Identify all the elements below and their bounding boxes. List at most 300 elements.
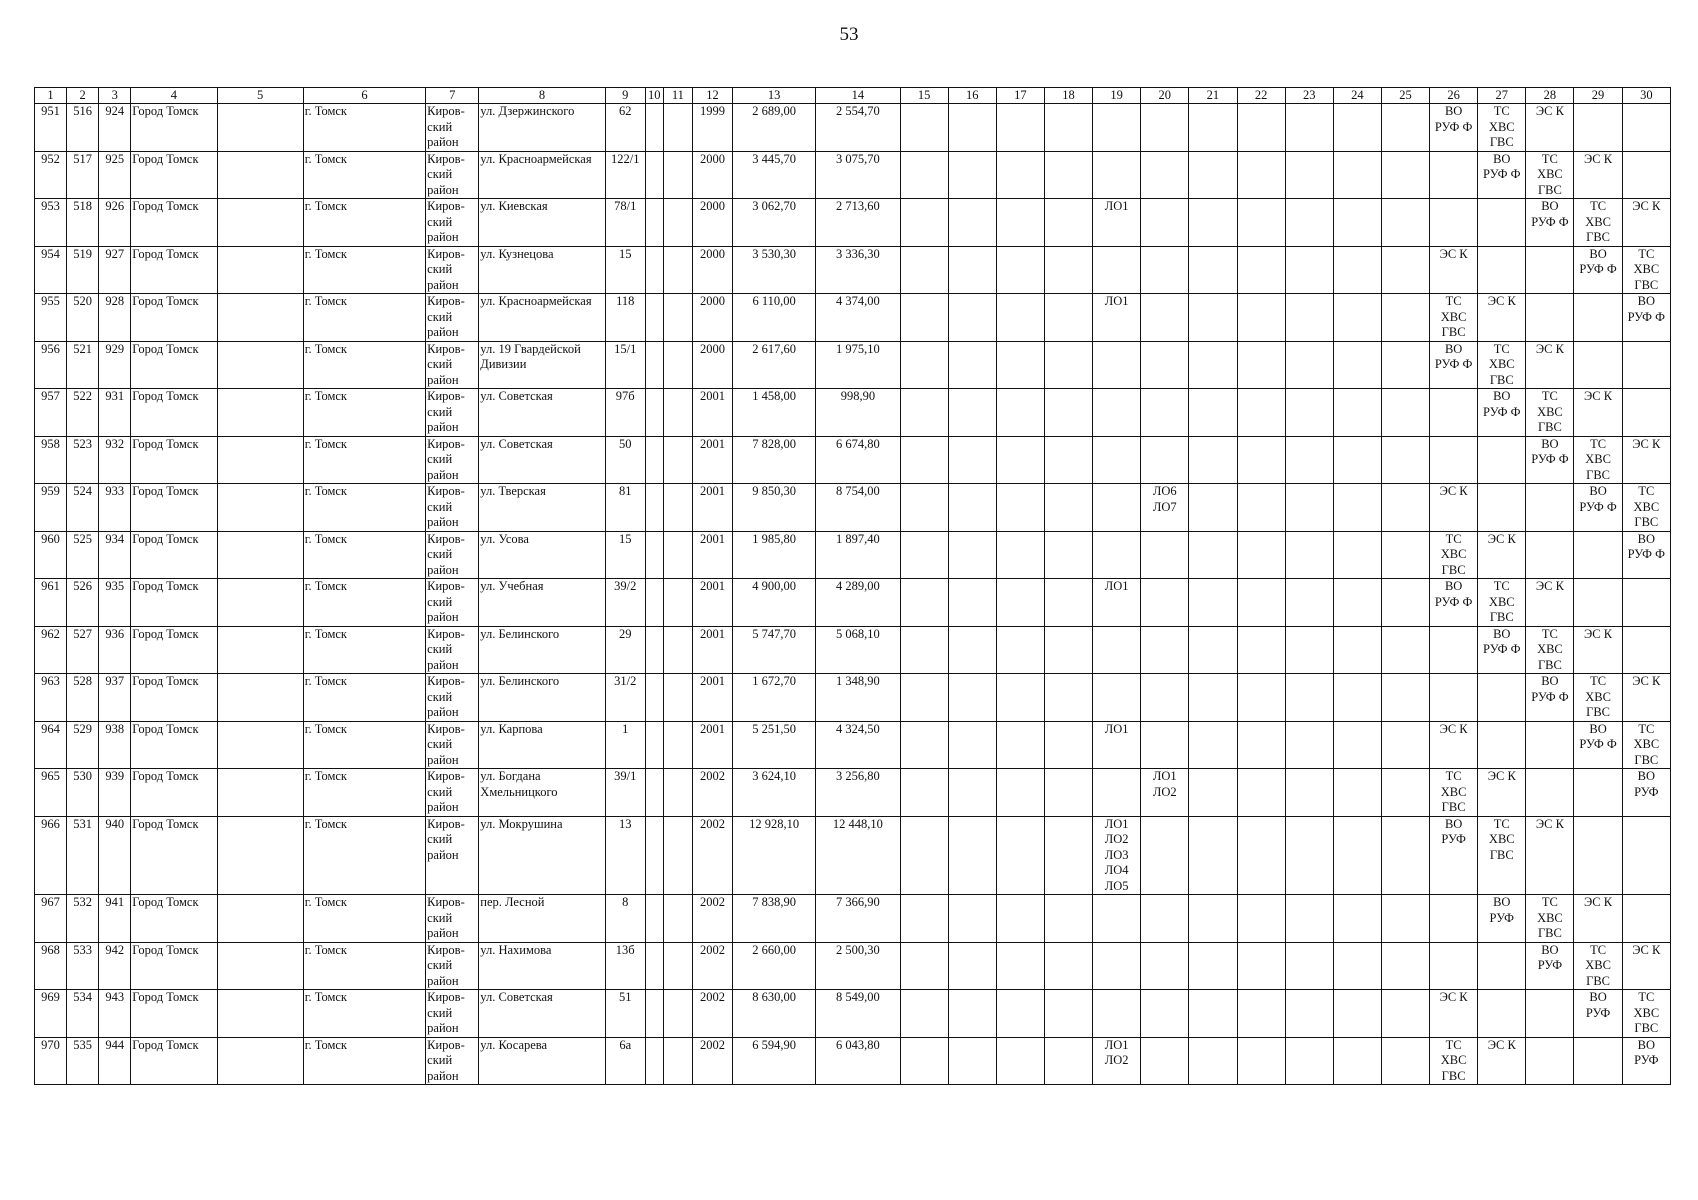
table-cell-col-22 [1237,104,1285,152]
cell-text: ЭС К [1535,104,1564,118]
cell-text: Киров- ский район [427,436,465,482]
table-cell-col-24 [1333,199,1381,247]
table-cell-col-17 [996,531,1044,579]
cell-text: ул. Карпова [480,721,543,736]
table-cell-col-16 [948,294,996,342]
cell-text: 932 [105,436,125,451]
cell-text: 118 [616,294,635,308]
cell-text: ТС ХВС ГВС [1488,579,1515,624]
table-cell-col-3 [99,104,131,152]
table-cell-col-14 [816,484,900,532]
table-cell-col-20 [1141,246,1189,294]
table-cell-col-15 [900,484,948,532]
table-cell-col-7 [426,484,479,532]
table-cell-col-7 [426,436,479,484]
column-header-26: 26 [1430,88,1478,104]
cell-text: ул. Дзержинского [480,104,575,118]
table-cell-col-26 [1430,484,1478,532]
table-cell-col-28 [1526,531,1574,579]
cell-text: 7 838,90 [752,895,797,909]
table-cell-col-4 [131,436,217,484]
cell-text: 1 672,70 [752,674,797,688]
table-cell-col-6 [303,674,425,722]
table-cell-col-30 [1622,389,1670,437]
cell-text: 2 554,70 [836,104,880,118]
table-cell-col-7 [426,721,479,769]
table-cell-col-7 [426,674,479,722]
table-cell-col-11 [663,341,692,389]
table-cell-col-25 [1381,942,1429,990]
column-header-5: 5 [217,88,303,104]
table-cell-col-24 [1333,294,1381,342]
table-cell-col-15 [900,579,948,627]
table-cell-col-11 [663,1037,692,1085]
table-cell-col-20 [1141,769,1189,817]
table-cell-col-2 [67,389,99,437]
table-cell-col-13 [733,895,816,943]
table-cell-col-11 [663,389,692,437]
cell-text: ТС ХВС ГВС [1633,484,1660,529]
table-cell-col-7 [426,990,479,1038]
table-cell-col-15 [900,104,948,152]
cell-text: ТС ХВС ГВС [1537,626,1563,672]
table-cell-col-4 [131,484,217,532]
table-cell-col-26 [1430,341,1478,389]
table-cell-col-27 [1478,816,1526,895]
table-cell-col-20 [1141,990,1189,1038]
table-cell-col-11 [663,626,692,674]
table-cell-col-17 [996,579,1044,627]
column-header-2: 2 [67,88,99,104]
table-cell-col-22 [1237,769,1285,817]
cell-text: ТС ХВС ГВС [1488,104,1515,149]
table-cell-col-1 [35,816,67,895]
table-cell-col-19 [1093,436,1141,484]
table-cell-col-29 [1574,151,1622,199]
table-cell-col-9 [605,104,645,152]
table-cell-col-27 [1478,484,1526,532]
cell-text: 15 [618,246,632,261]
cell-text: Киров- ский район [427,484,465,529]
table-cell-col-1 [35,942,67,990]
table-cell-col-16 [948,769,996,817]
table-cell-col-2 [67,579,99,627]
table-cell-col-15 [900,1037,948,1085]
table-cell-col-25 [1381,389,1429,437]
cell-text: Город Томск [132,626,199,641]
column-header-15: 15 [900,88,948,104]
table-cell-col-12 [692,389,732,437]
cell-text: г. Томск [304,816,347,831]
table-cell-col-2 [67,626,99,674]
table-cell-col-27 [1478,531,1526,579]
table-cell-col-18 [1044,626,1092,674]
table-cell-col-8 [479,816,605,895]
cell-text: 122/1 [610,151,640,166]
cell-text: 529 [73,721,93,736]
table-cell-col-4 [131,579,217,627]
table-cell-col-14 [816,246,900,294]
table-cell-col-17 [996,199,1044,247]
table-cell-col-23 [1285,721,1333,769]
table-cell-col-11 [663,531,692,579]
cell-text: 954 [41,246,60,261]
table-cell-col-13 [733,341,816,389]
table-cell-col-16 [948,942,996,990]
table-cell-col-27 [1478,104,1526,152]
table-cell-col-15 [900,341,948,389]
table-cell-col-15 [900,436,948,484]
table-cell-col-19 [1093,1037,1141,1085]
table-cell-col-12 [692,1037,732,1085]
table-cell-col-13 [733,942,816,990]
cell-text: ВО РУФ Ф [1531,436,1569,466]
cell-text: 12 448,10 [832,816,883,831]
table-cell-col-14 [816,199,900,247]
table-cell-col-11 [663,721,692,769]
table-row [35,389,1671,437]
table-cell-col-8 [479,484,605,532]
table-cell-col-2 [67,151,99,199]
cell-text: 2001 [699,579,725,593]
table-cell-col-16 [948,151,996,199]
table-cell-col-19 [1093,531,1141,579]
table-cell-col-28 [1526,246,1574,294]
cell-text: Город Томск [132,895,199,909]
table-cell-col-18 [1044,990,1092,1038]
cell-text: ТС ХВС ГВС [1440,294,1467,339]
cell-text: ВО РУФ [1537,942,1563,972]
cell-text: 3 062,70 [752,199,797,213]
cell-text: ул. Красноармейская [480,151,592,166]
table-cell-col-3 [99,531,131,579]
cell-text: 937 [105,674,125,688]
table-cell-col-2 [67,199,99,247]
table-cell-col-17 [996,294,1044,342]
cell-text: Город Томск [132,484,199,498]
cell-text: 15 [618,531,632,546]
table-cell-col-18 [1044,1037,1092,1085]
table-cell-col-30 [1622,942,1670,990]
table-cell-col-2 [67,816,99,895]
table-cell-col-7 [426,151,479,199]
table-cell-col-20 [1141,895,1189,943]
table-cell-col-20 [1141,579,1189,627]
table-cell-col-3 [99,674,131,722]
table-cell-col-3 [99,151,131,199]
table-cell-col-19 [1093,721,1141,769]
table-cell-col-22 [1237,389,1285,437]
table-cell-col-24 [1333,341,1381,389]
table-cell-col-22 [1237,341,1285,389]
table-cell-col-11 [663,484,692,532]
table-cell-col-14 [816,1037,900,1085]
cell-text: ЭС К [1535,816,1564,831]
table-cell-col-16 [948,721,996,769]
table-cell-col-6 [303,531,425,579]
table-cell-col-8 [479,531,605,579]
table-cell-col-6 [303,626,425,674]
cell-text: ЛО6 ЛО7 [1152,484,1177,514]
cell-text: ТС ХВС ГВС [1488,341,1515,387]
table-cell-col-12 [692,816,732,895]
column-header-28: 28 [1526,88,1574,104]
table-cell-col-15 [900,816,948,895]
cell-text: Город Томск [132,531,199,546]
cell-text: 530 [73,769,93,783]
cell-text: Город Томск [132,246,199,261]
table-cell-col-8 [479,294,605,342]
table-cell-col-23 [1285,199,1333,247]
table-cell-col-19 [1093,579,1141,627]
cell-text: 31/2 [614,674,637,688]
cell-text: 13б [615,942,635,957]
cell-text: 525 [73,531,93,546]
cell-text: Киров- ский район [427,721,465,767]
table-cell-col-29 [1574,942,1622,990]
table-cell-col-26 [1430,389,1478,437]
table-cell-col-12 [692,990,732,1038]
cell-text: 533 [73,942,93,957]
cell-text: 2002 [699,942,725,957]
table-cell-col-6 [303,721,425,769]
table-cell-col-1 [35,104,67,152]
cell-text: 524 [73,484,93,498]
table-cell-col-17 [996,246,1044,294]
table-cell-col-2 [67,436,99,484]
table-cell-col-20 [1141,721,1189,769]
table-cell-col-15 [900,151,948,199]
cell-text: ул. Советская [480,389,553,403]
cell-text: ВО РУФ [1585,990,1611,1020]
cell-text: 934 [105,531,125,546]
cell-text: ВО РУФ Ф [1531,674,1569,704]
table-cell-col-24 [1333,942,1381,990]
table-cell-col-22 [1237,942,1285,990]
table-cell-col-13 [733,246,816,294]
table-cell-col-18 [1044,436,1092,484]
table-row [35,484,1671,532]
table-cell-col-4 [131,769,217,817]
table-cell-col-6 [303,769,425,817]
table-cell-col-2 [67,721,99,769]
cell-text: Город Томск [132,721,199,736]
cell-text: ВО РУФ [1489,895,1514,925]
table-cell-col-29 [1574,1037,1622,1085]
table-cell-col-6 [303,199,425,247]
table-cell-col-13 [733,1037,816,1085]
table-cell-col-4 [131,151,217,199]
cell-text: г. Томск [304,294,347,308]
table-cell-col-3 [99,436,131,484]
table-cell-col-21 [1189,674,1237,722]
table-row [35,626,1671,674]
cell-text: 1 975,10 [836,341,880,356]
cell-text: 2001 [699,389,725,403]
table-cell-col-17 [996,769,1044,817]
cell-text: Киров- ский район [427,104,465,149]
cell-text: ЭС К [1439,990,1468,1004]
cell-text: 2 660,00 [752,942,797,957]
cell-text: 967 [41,895,60,909]
table-cell-col-10 [645,246,663,294]
table-cell-col-29 [1574,436,1622,484]
table-cell-col-1 [35,579,67,627]
table-cell-col-14 [816,294,900,342]
table-cell-col-10 [645,199,663,247]
table-cell-col-15 [900,990,948,1038]
cell-text: 526 [73,579,93,593]
table-cell-col-27 [1478,579,1526,627]
cell-text: 2000 [699,341,725,356]
table-cell-col-28 [1526,674,1574,722]
cell-text: 531 [73,816,93,831]
table-cell-col-11 [663,104,692,152]
cell-text: 943 [105,990,125,1004]
table-cell-col-28 [1526,816,1574,895]
cell-text: 523 [73,436,93,451]
cell-text: 962 [41,626,60,641]
cell-text: г. Томск [304,341,347,356]
column-header-20: 20 [1141,88,1189,104]
cell-text: г. Томск [304,674,347,688]
cell-text: 3 624,10 [752,769,797,783]
table-cell-col-9 [605,721,645,769]
table-cell-col-15 [900,246,948,294]
table-row [35,990,1671,1038]
table-cell-col-30 [1622,1037,1670,1085]
table-cell-col-18 [1044,104,1092,152]
table-cell-col-9 [605,389,645,437]
table-cell-col-4 [131,199,217,247]
cell-text: 958 [41,436,60,451]
cell-text: ЭС К [1487,294,1516,308]
table-cell-col-9 [605,484,645,532]
table-cell-col-4 [131,942,217,990]
cell-text: 7 366,90 [836,895,880,909]
table-cell-col-9 [605,895,645,943]
cell-text: 534 [73,990,93,1004]
table-cell-col-30 [1622,341,1670,389]
table-cell-col-13 [733,626,816,674]
table-cell-col-30 [1622,436,1670,484]
table-cell-col-16 [948,199,996,247]
column-header-29: 29 [1574,88,1622,104]
table-cell-col-27 [1478,436,1526,484]
table-cell-col-19 [1093,389,1141,437]
table-cell-col-10 [645,341,663,389]
cell-text: Город Томск [132,294,199,308]
table-cell-col-11 [663,895,692,943]
cell-text: ул. Киевская [480,199,548,213]
table-cell-col-17 [996,436,1044,484]
table-cell-col-5 [217,579,303,627]
table-cell-col-27 [1478,769,1526,817]
table-cell-col-30 [1622,484,1670,532]
table-cell-col-27 [1478,151,1526,199]
table-cell-col-26 [1430,990,1478,1038]
table-cell-col-10 [645,942,663,990]
cell-text: 955 [41,294,60,308]
table-cell-col-3 [99,246,131,294]
table-cell-col-17 [996,990,1044,1038]
cell-text: 936 [105,626,125,641]
table-cell-col-26 [1430,199,1478,247]
table-cell-col-18 [1044,199,1092,247]
table-cell-col-2 [67,895,99,943]
table-cell-col-15 [900,674,948,722]
table-cell-col-14 [816,626,900,674]
table-cell-col-8 [479,674,605,722]
table-cell-col-28 [1526,990,1574,1038]
table-cell-col-10 [645,151,663,199]
table-cell-col-14 [816,579,900,627]
table-cell-col-26 [1430,769,1478,817]
table-cell-col-22 [1237,199,1285,247]
cell-text: 5 251,50 [752,721,797,736]
table-cell-col-15 [900,942,948,990]
table-cell-col-8 [479,895,605,943]
cell-text: 964 [41,721,60,736]
table-cell-col-18 [1044,769,1092,817]
table-cell-col-30 [1622,246,1670,294]
cell-text: 960 [41,531,60,546]
table-cell-col-16 [948,816,996,895]
cell-text: 2001 [699,626,725,641]
table-cell-col-27 [1478,389,1526,437]
table-cell-col-28 [1526,199,1574,247]
cell-text: 2002 [699,816,725,831]
table-cell-col-9 [605,531,645,579]
table-cell-col-20 [1141,484,1189,532]
table-cell-col-8 [479,626,605,674]
cell-text: Киров- ский район [427,990,465,1035]
cell-text: ЭС К [1439,246,1468,261]
column-header-25: 25 [1381,88,1429,104]
cell-text: 952 [41,151,60,166]
column-number-header-row [35,88,1671,104]
table-cell-col-22 [1237,484,1285,532]
table-cell-col-29 [1574,579,1622,627]
table-cell-col-23 [1285,895,1333,943]
table-cell-col-27 [1478,1037,1526,1085]
table-cell-col-1 [35,341,67,389]
cell-text: ЭС К [1535,579,1564,593]
table-cell-col-29 [1574,721,1622,769]
table-cell-col-25 [1381,246,1429,294]
table-cell-col-21 [1189,341,1237,389]
table-cell-col-5 [217,246,303,294]
cell-text: ЭС К [1487,1037,1516,1052]
table-cell-col-19 [1093,769,1141,817]
table-cell-col-14 [816,151,900,199]
page-number: 53 [839,24,859,45]
table-cell-col-20 [1141,1037,1189,1085]
table-cell-col-5 [217,816,303,895]
cell-text: ЭС К [1439,721,1468,736]
table-cell-col-1 [35,626,67,674]
table-cell-col-28 [1526,341,1574,389]
table-cell-col-6 [303,484,425,532]
table-cell-col-2 [67,484,99,532]
cell-text: 933 [105,484,125,498]
table-cell-col-25 [1381,484,1429,532]
table-cell-col-14 [816,895,900,943]
table-cell-col-8 [479,436,605,484]
table-cell-col-29 [1574,484,1622,532]
table-cell-col-23 [1285,389,1333,437]
table-cell-col-9 [605,674,645,722]
